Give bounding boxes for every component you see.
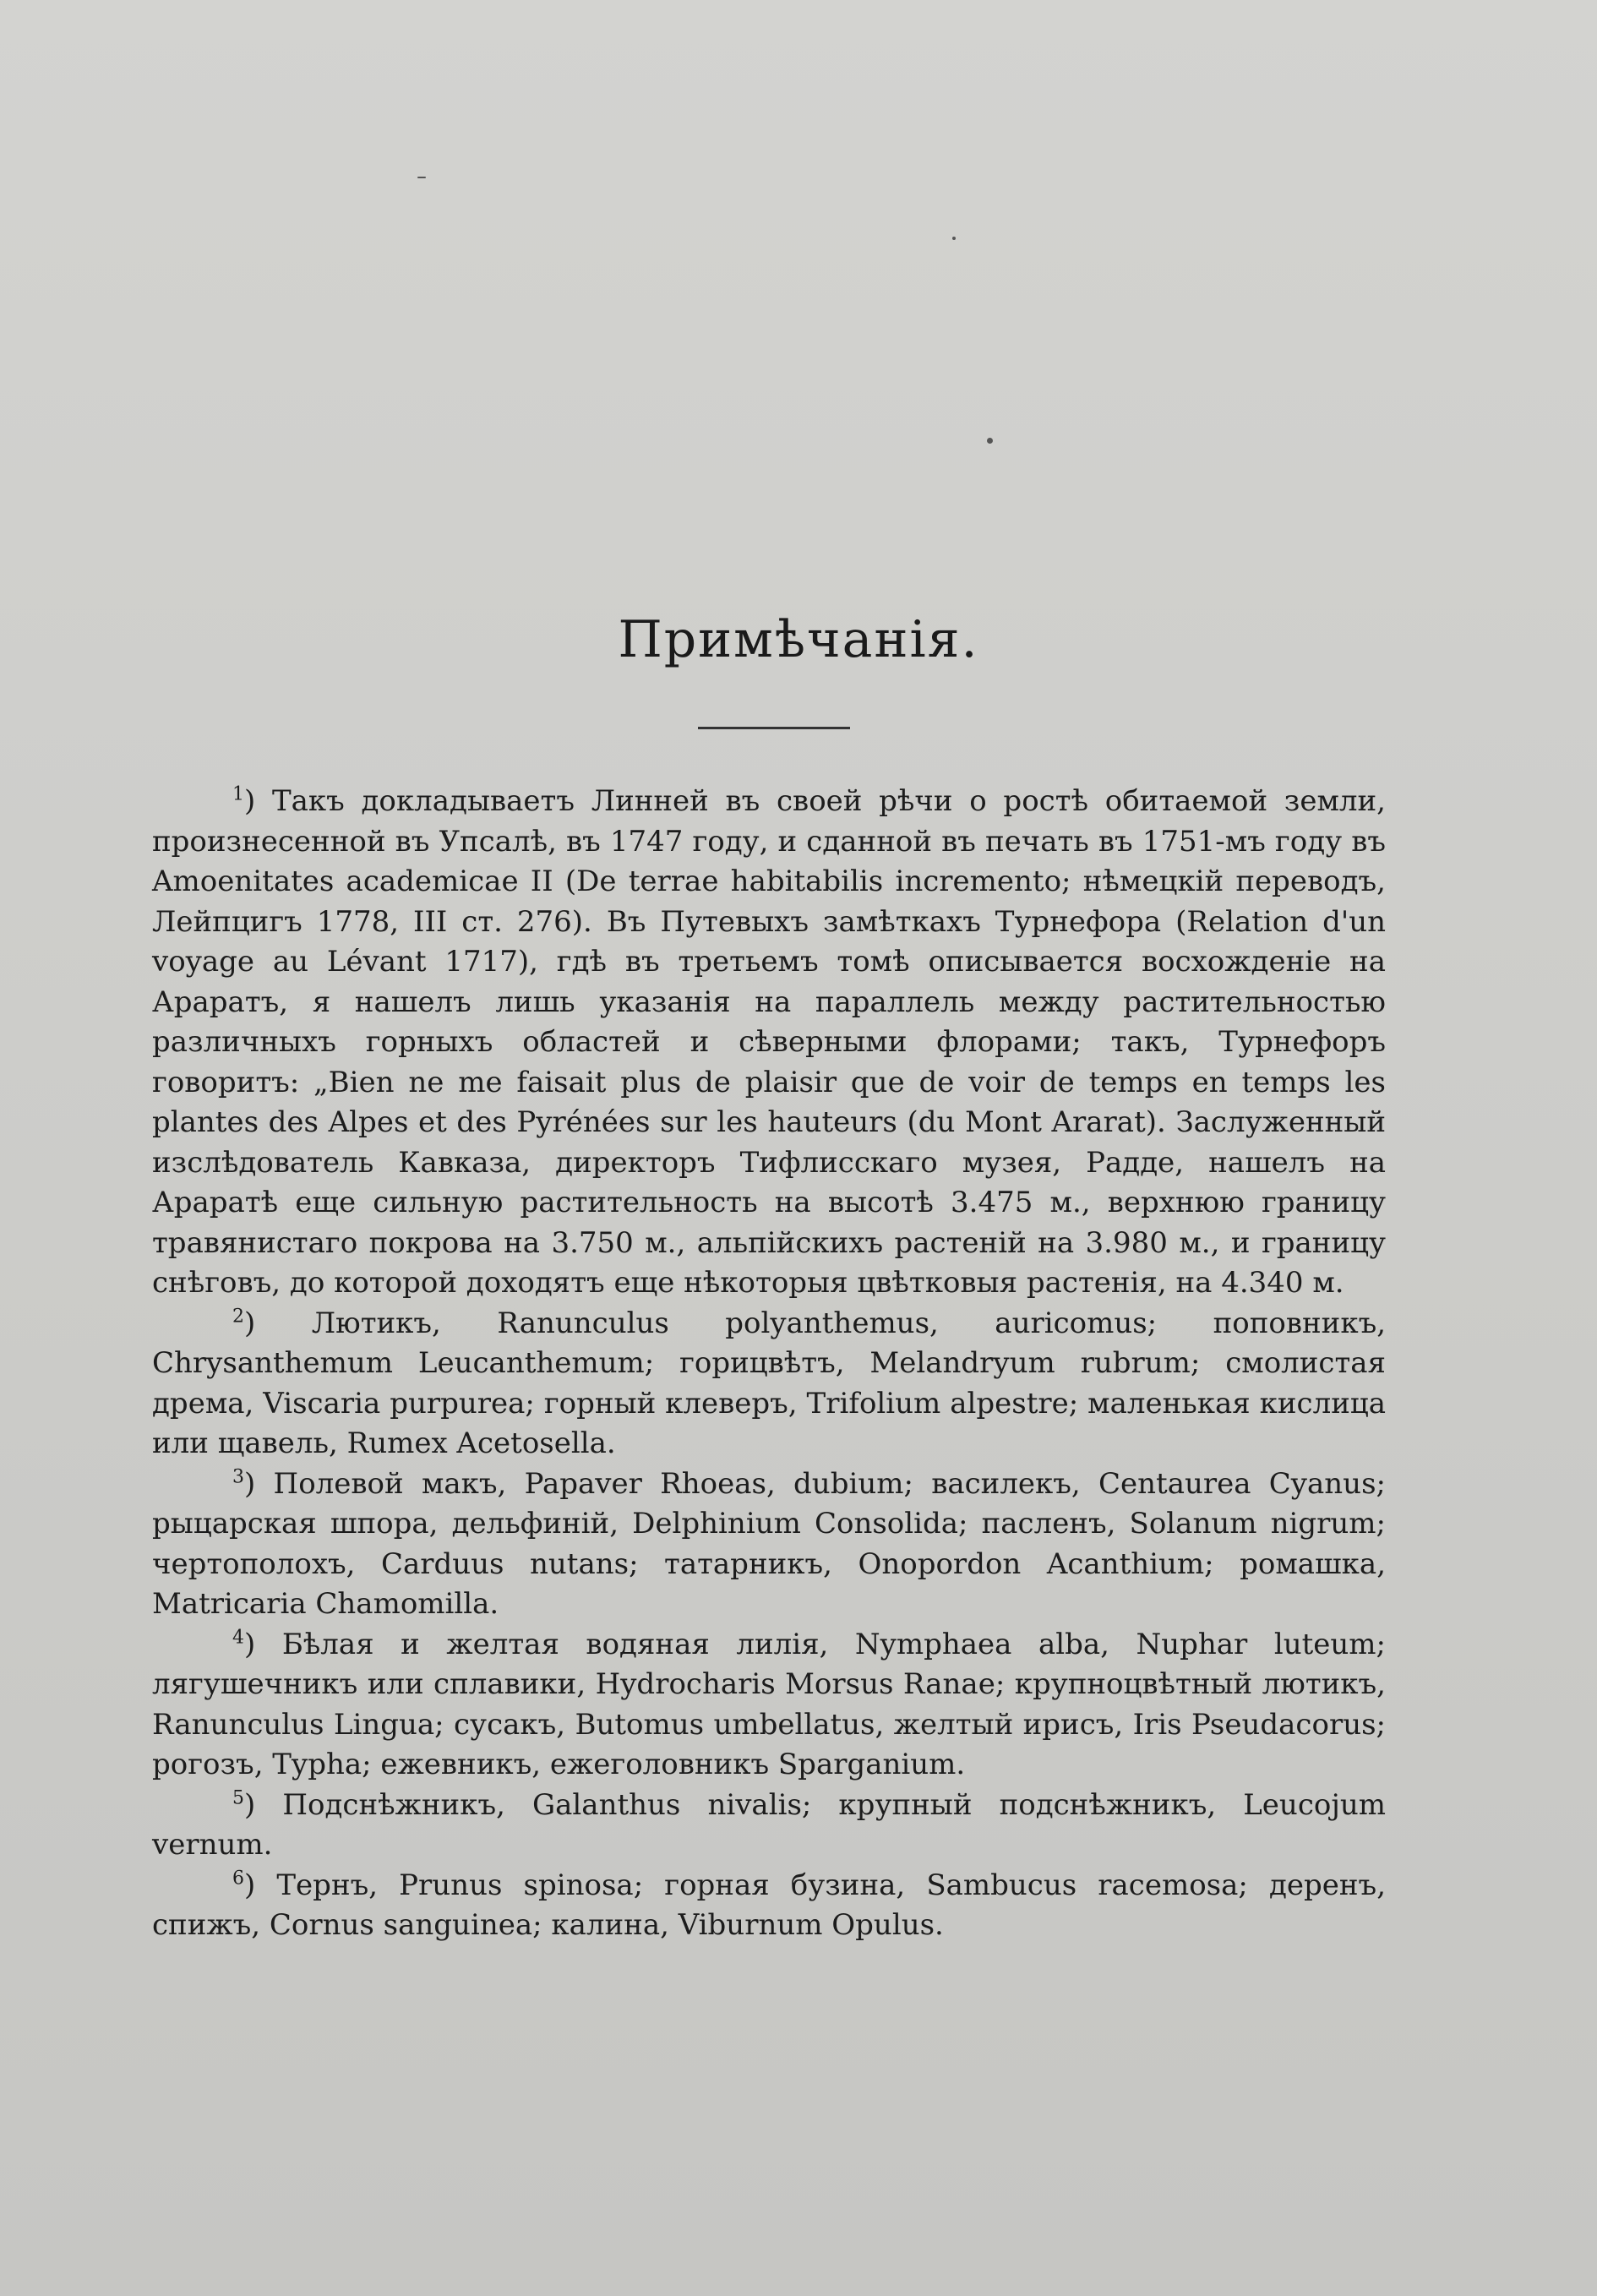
- note-number-suffix: ): [244, 1627, 256, 1661]
- note-text: Тернъ, Prunus spinosa; горная бузина, Sambucus racemosa; деренъ, спижъ, Cornus sanguinea; калина, Viburnum Opulus.: [152, 1868, 1386, 1942]
- page-title: Примѣчанія.: [618, 610, 979, 669]
- note-number: 5: [232, 1787, 244, 1809]
- print-speck: [987, 438, 993, 444]
- note-text: Лютикъ, Ranunculus polyanthemus, auricomus; поповникъ, Chrysanthemum Leucanthemum; горицвѣтъ, Melandryum rubrum; смолистая дрема, Viscaria purpurea; горный клеверъ, Trifolium alpestre; маленькая кислица или щавель, Rumex Acetosella.: [152, 1306, 1387, 1460]
- note-1: [152, 782, 1386, 1304]
- note-number: 6: [232, 1868, 244, 1890]
- note-number: 3: [232, 1466, 244, 1488]
- note-number: 1: [232, 783, 244, 805]
- note-5: [152, 1786, 1386, 1866]
- title-divider: [698, 727, 850, 729]
- print-speck: [952, 237, 956, 240]
- note-text: Полевой макъ, Papaver Rhoeas, dubium; василекъ, Centaurea Cyanus; рыцарская шпора, дельфиній, Delphinium Consolida; пасленъ, Solanum nigrum; чертополохъ, Carduus nutans; татарникъ, Onopordon Acanthium; ромашка, Matricaria Chamomilla.: [152, 1466, 1386, 1621]
- note-6: [152, 1866, 1386, 1946]
- note-text: Бѣлая и желтая водяная лилія, Nymphaea alba, Nuphar luteum; лягушечникъ или сплавики, Hydrocharis Morsus Ranae; крупноцвѣтный лютикъ, Ranunculus Lingua; сусакъ, Butomus umbellatus, желтый ирисъ, Iris Pseudacorus; рогозъ, Typha; ежевникъ, ежеголовникъ Sparganium.: [152, 1627, 1386, 1781]
- note-number-suffix: ): [244, 1868, 256, 1902]
- print-speck: [417, 177, 426, 178]
- note-number: 2: [232, 1306, 244, 1328]
- note-4: [152, 1625, 1386, 1786]
- note-number-suffix: ): [244, 784, 256, 818]
- note-number: 4: [232, 1627, 244, 1649]
- note-number-suffix: ): [244, 1306, 256, 1340]
- note-text: Такъ докладываетъ Линней въ своей рѣчи о ростѣ обитаемой земли, произнесенной въ Упсалѣ, въ 1747 году, и сданной въ печать въ 1751-мъ году въ Amoenitates academicae II (De terrae habitabilis incremento; нѣмецкій переводъ, Лейпцигъ 1778, III ст. 276). Въ Путевыхъ замѣткахъ Турнефора (Relation d'un voyage au Lévant 1717), гдѣ въ третьемъ томѣ описывается восхожденіе на Араратъ, я нашелъ лишь указанія на параллель между растительностью различныхъ горныхъ областей и сѣверными флорами; такъ, Турнефоръ говоритъ: „Bien ne me faisait plus de plaisir que de voir de temps en temps les plantes des Alpes et des Pyrénées sur les hauteurs (du Mont Ararat). Заслуженный изслѣдователь Кавказа, директоръ Тифлисскаго музея, Радде, нашелъ на Араратѣ еще сильную растительность на высотѣ 3.475 м., верхнюю границу травянистаго покрова на 3.750 м., альпійскихъ растеній на 3.980 м., и границу снѣговъ, до которой доходятъ еще нѣкоторыя цвѣтковыя растенія, на 4.340 м.: [152, 784, 1386, 1300]
- note-2: [152, 1304, 1386, 1464]
- note-text: Подснѣжникъ, Galanthus nivalis; крупный подснѣжникъ, Leucojum vernum.: [152, 1787, 1387, 1862]
- note-3: [152, 1464, 1386, 1625]
- notes-list: [152, 782, 1386, 1946]
- note-number-suffix: ): [244, 1466, 256, 1501]
- note-number-suffix: ): [244, 1787, 256, 1822]
